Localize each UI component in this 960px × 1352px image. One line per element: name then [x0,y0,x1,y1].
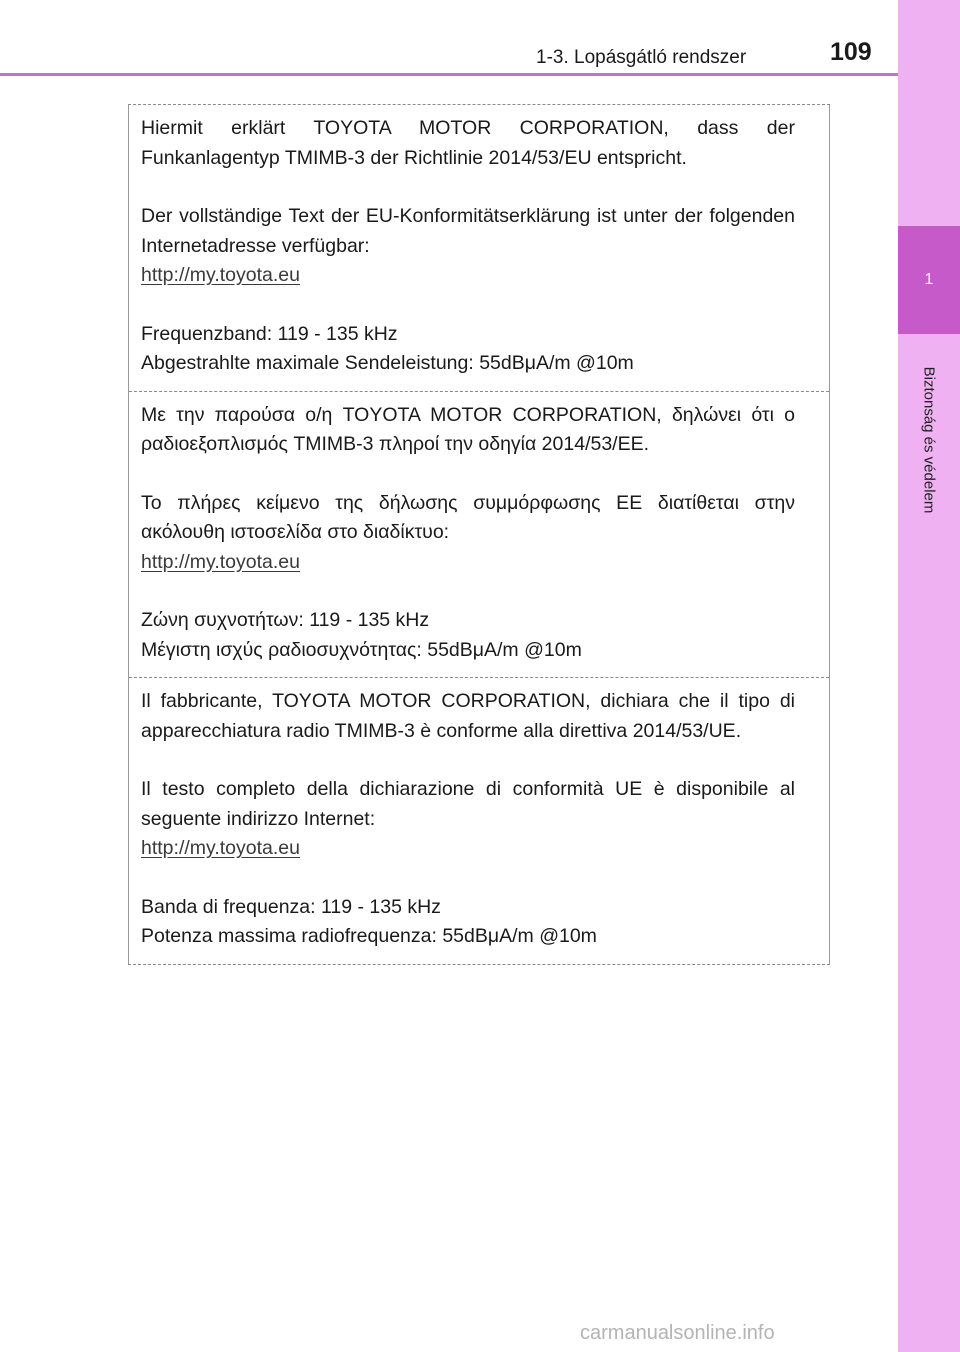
declaration-text: Hiermit erklärt TOYOTA MOTOR CORPORATION, dass der Funkanlagentyp TMIMB-3 der Richtlinie 2014/53/EU entspricht. [141,117,795,169]
side-tab [898,0,960,1352]
declaration-section-greek [129,391,829,678]
specifications [141,606,795,665]
frequency-band: Frequenzband: 119 - 135 kHz [141,322,398,345]
chapter-number: 1 [924,271,934,288]
chapter-title: Biztonság és védelem [920,366,938,514]
header-rule [0,73,898,76]
declaration-text: Με την παρούσα ο/η TOYOTA MOTOR CORPORATION, δηλώνει ότι ο ραδιοεξοπλισμός TMIMB-3 πληροί την οδηγία 2014/53/ΕΕ. [141,403,795,455]
availability-text [141,489,795,578]
declaration-section-german [129,105,829,391]
section-title: 1-3. Lopásgátló rendszer [536,47,747,68]
declaration-box [128,104,830,965]
specifications [141,320,795,379]
frequency-band: Ζώνη συχνοτήτων: 119 - 135 kHz [141,609,430,631]
specifications [141,893,795,952]
availability-label: Il testo completo della dichiarazione di conformità UE è disponibile al seguente indirizzo Internet: [141,778,795,830]
website-link[interactable]: http://my.toyota.eu [141,550,300,573]
availability-text [141,202,795,291]
max-power: Abgestrahlte maximale Sendeleistung: 55dBμA/m @10m [141,352,634,374]
availability-text [141,775,795,864]
declaration-section-italian [129,677,829,964]
max-power: Potenza massima radiofrequenza: 55dBμA/m @10m [141,925,597,947]
availability-label: Der vollständige Text der EU-Konformitätserklärung ist unter der folgenden Internetadresse verfügbar: [141,205,795,257]
page-number: 109 [830,38,872,66]
watermark: carmanualsonline.info [580,1322,775,1344]
availability-label: Το πλήρες κείμενο της δήλωσης συμμόρφωσης ΕΕ διατίθεται στην ακόλουθη ιστοσελίδα στο διαδίκτυο: [141,491,795,543]
frequency-band: Banda di frequenza: 119 - 135 kHz [141,895,441,918]
max-power: Μέγιστη ισχύς ραδιοσυχνότητας: 55dBμA/m @10m [141,638,582,661]
chapter-number-box [898,226,960,334]
declaration-text: Il fabbricante, TOYOTA MOTOR CORPORATION, dichiara che il tipo di apparecchiatura radio TMIMB-3 è conforme alla direttiva 2014/53/UE. [141,690,795,742]
website-link[interactable]: http://my.toyota.eu [141,264,300,286]
website-link[interactable]: http://my.toyota.eu [141,837,300,859]
